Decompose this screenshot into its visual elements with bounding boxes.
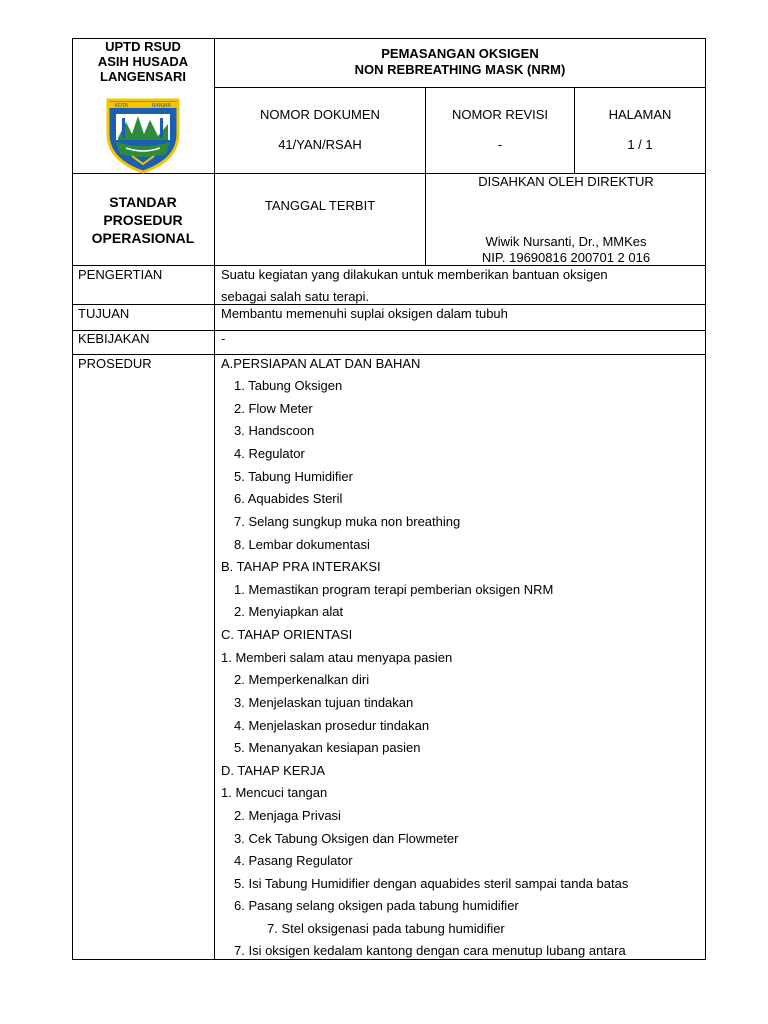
border-left <box>72 38 73 960</box>
prosedur-item: 3. Handscoon <box>234 423 315 438</box>
prosedur-item: 2. Menyiapkan alat <box>234 604 344 619</box>
prosedur-item: 5. Tabung Humidifier <box>234 469 353 484</box>
nomor-dokumen-value: 41/YAN/RSAH <box>278 137 362 152</box>
sop-label-line1: STANDAR <box>109 194 177 210</box>
city-logo <box>102 94 184 174</box>
logo-text-right: BANJAR <box>152 103 171 109</box>
prosedur-item: 1. Memberi salam atau menyapa pasien <box>221 650 453 665</box>
border-bottom <box>72 959 706 960</box>
prosedur-item: 1. Tabung Oksigen <box>234 378 343 393</box>
prosedur-item: 4. Regulator <box>234 446 305 461</box>
tujuan-label: TUJUAN <box>78 306 130 321</box>
prosedur-heading-b: B. TAHAP PRA INTERAKSI <box>221 559 381 574</box>
org-name-line2: ASIH HUSADA <box>97 54 189 69</box>
pengertian-text-line2: sebagai salah satu terapi. <box>221 289 370 304</box>
prosedur-item: 1. Memastikan program terapi pemberian oksigen NRM <box>234 582 554 597</box>
prosedur-item: 6. Aquabides Steril <box>234 491 343 506</box>
nomor-dokumen-label: NOMOR DOKUMEN <box>260 107 380 122</box>
halaman-label: HALAMAN <box>608 107 672 122</box>
kebijakan-label: KEBIJAKAN <box>78 331 150 346</box>
prosedur-item: 1. Mencuci tangan <box>221 785 328 800</box>
nomor-revisi-value: - <box>497 137 503 152</box>
prosedur-item: 4. Menjelaskan prosedur tindakan <box>234 718 430 733</box>
prosedur-heading-d: D. TAHAP KERJA <box>221 763 326 778</box>
tanggal-terbit-label: TANGGAL TERBIT <box>264 198 376 213</box>
pengertian-text-line1: Suatu kegiatan yang dilakukan untuk memberikan bantuan oksigen <box>221 267 608 282</box>
prosedur-item: 5. Isi Tabung Humidifier dengan aquabides steril sampai tanda batas <box>234 876 629 891</box>
sop-label-line2: PROSEDUR <box>103 212 183 228</box>
disahkan-label: DISAHKAN OLEH DIREKTUR <box>478 174 654 189</box>
org-name-line3: LANGENSARI <box>100 69 186 84</box>
prosedur-item: 2. Menjaga Privasi <box>234 808 341 823</box>
halaman-value: 1 / 1 <box>627 137 653 152</box>
document-title-line1: PEMASANGAN OKSIGEN <box>381 46 539 61</box>
document-title-line2: NON REBREATHING MASK (NRM) <box>354 62 566 77</box>
row-divider-tujuan <box>72 304 706 305</box>
prosedur-item: 7. Isi oksigen kedalam kantong dengan cara menutup lubang antara <box>234 943 626 958</box>
tujuan-text: Membantu memenuhi suplai oksigen dalam tubuh <box>221 306 508 321</box>
prosedur-item: 3. Cek Tabung Oksigen dan Flowmeter <box>234 831 459 846</box>
prosedur-heading-c: C. TAHAP ORIENTASI <box>221 627 353 642</box>
prosedur-heading-a: A.PERSIAPAN ALAT DAN BAHAN <box>221 356 421 371</box>
prosedur-item: 4. Pasang Regulator <box>234 853 353 868</box>
kebijakan-text: - <box>221 331 226 346</box>
prosedur-item: 2. Memperkenalkan diri <box>234 672 370 687</box>
revisi-divider-right <box>574 87 575 174</box>
nomor-revisi-label: NOMOR REVISI <box>451 107 549 122</box>
prosedur-item: 2. Flow Meter <box>234 401 313 416</box>
prosedur-item: 7. Selang sungkup muka non breathing <box>234 514 461 529</box>
prosedur-item: 3. Menjelaskan tujuan tindakan <box>234 695 414 710</box>
row-divider-prosedur <box>72 354 706 355</box>
prosedur-label: PROSEDUR <box>78 356 152 371</box>
org-name-line1: UPTD RSUD <box>105 39 181 54</box>
prosedur-item: 6. Pasang selang oksigen pada tabung humidifier <box>234 898 519 913</box>
logo-text-left: KOTA <box>115 103 129 109</box>
prosedur-item: 5. Menanyakan kesiapan pasien <box>234 740 421 755</box>
column-divider <box>214 38 215 960</box>
prosedur-item: 8. Lembar dokumentasi <box>234 537 370 552</box>
director-nip: NIP. 19690816 200701 2 016 <box>481 250 651 265</box>
pengertian-label: PENGERTIAN <box>78 267 163 282</box>
row-divider-kebijakan <box>72 330 706 331</box>
header-title-divider <box>214 87 705 88</box>
prosedur-item: 7. Stel oksigenasi pada tabung humidifier <box>267 921 505 936</box>
director-name: Wiwik Nursanti, Dr., MMKes <box>485 234 647 249</box>
sop-label-line3: OPERASIONAL <box>91 230 195 246</box>
